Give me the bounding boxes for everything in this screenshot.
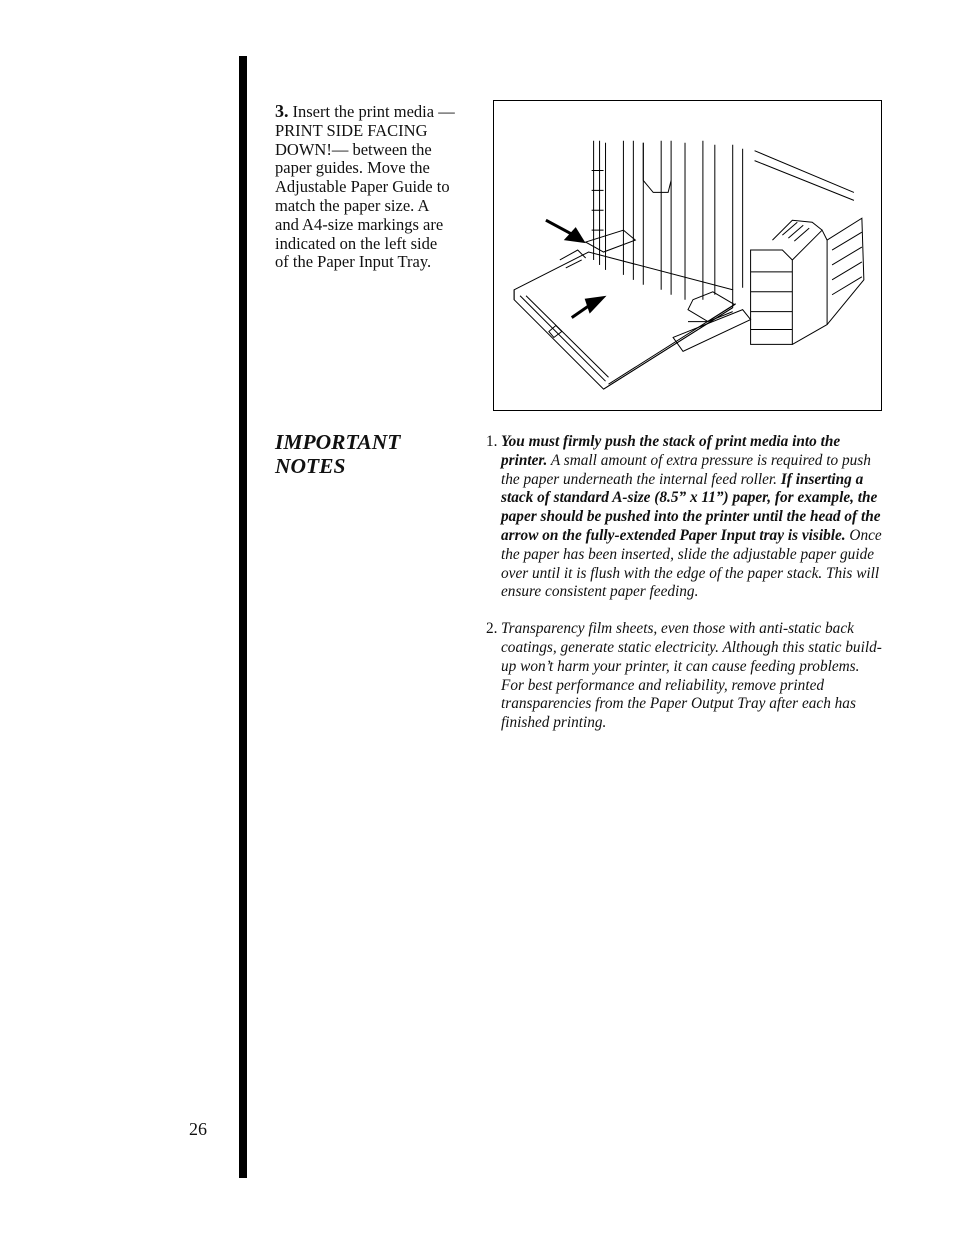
important-notes-heading: IMPORTANT NOTES: [275, 430, 401, 478]
printer-illustration: [493, 100, 882, 411]
arrow-top: [546, 220, 574, 235]
step-text: Insert the print media — PRINT SIDE FACING DOWN!— between the paper guides. Move the Adjustable Paper Guide to match the paper size. A and A4-size markings are indicated on the left side of the Paper Input Tray.: [275, 102, 455, 272]
notes-list: [486, 433, 886, 751]
step-3-instruction: [275, 102, 455, 272]
note-1: [486, 433, 886, 602]
note-1-bold-2: If inserting a stack of standard A-size (8.5” x 11”) paper, for example, the paper should be pushed into the printer until the head of the arrow on the fully-extended Paper Input tray is visible.: [501, 470, 881, 544]
margin-rule: [239, 56, 247, 1178]
note-1-text-1: A small amount of extra pressure is required to push the paper underneath the internal feed roller.: [501, 451, 871, 488]
arrow-bottom-head: [585, 296, 607, 314]
note-1-number: 1.: [486, 433, 498, 450]
arrow-top-head: [564, 227, 586, 243]
note-2-text: Transparency film sheets, even those with anti-static back coatings, generate static electricity. Although this static build-up won’t harm your printer, it can cause feeding problems. For best performance and reliability, remove printed transparencies from the Paper Output Tray after each has finished printing.: [501, 620, 882, 732]
note-1-text-2: Once the paper has been inserted, slide the adjustable paper guide over until it is flush with the edge of the paper stack. This will ensure consistent paper feeding.: [501, 526, 882, 601]
note-2-number: 2.: [486, 620, 498, 638]
note-2: [486, 620, 886, 733]
page-number: 26: [189, 1119, 207, 1139]
step-number: 3.: [275, 101, 289, 121]
printer-paper-tray-drawing: [494, 101, 881, 410]
note-1-bold-1: You must firmly push the stack of print media into the printer.: [501, 433, 841, 469]
